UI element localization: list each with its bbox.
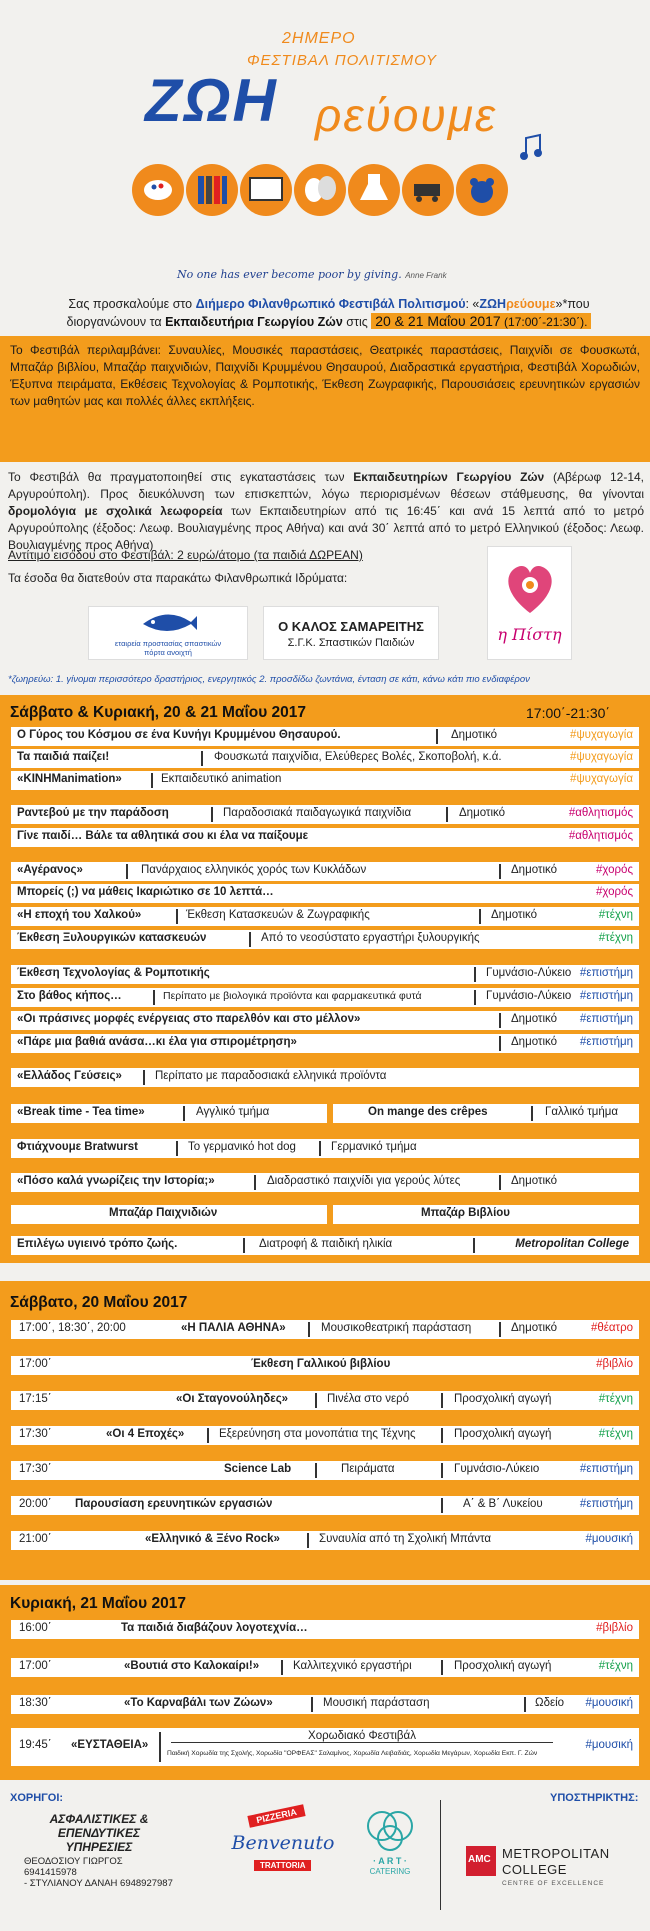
event-tag: #επιστήμη: [579, 990, 633, 1002]
event-audience: Δημοτικό: [511, 864, 558, 876]
event-tag: #ψυχαγωγία: [570, 729, 633, 741]
sponsor-insurance: [24, 1812, 174, 1889]
intro-text: : «: [465, 297, 480, 311]
sponsor-art-name: · A R T ·: [373, 1856, 407, 1866]
event-audience: Δημοτικό: [459, 807, 506, 819]
event-row: [11, 805, 639, 824]
venue-text: Το Φεστιβάλ θα πραγματοποιηθεί στις εγκαταστάσεις των: [8, 470, 354, 484]
date-box: [371, 313, 591, 329]
quote-author: Anne Frank: [405, 271, 447, 280]
event-title: «Βουτιά στο Καλοκαίρι!»: [124, 1660, 260, 1672]
event-title: «Αγέρανος»: [17, 864, 83, 876]
event-row: [11, 1658, 639, 1677]
event-desc: Από το νεοσύστατο εργαστήρι ξυλουργικής: [261, 932, 480, 944]
event-tag: #τέχνη: [598, 909, 633, 921]
event-row: [333, 1104, 639, 1123]
event-row: [11, 1034, 639, 1053]
sponsors-label: ΧΟΡΗΓΟΙ:: [10, 1792, 64, 1804]
charity-3-name: η Πίστη: [497, 625, 562, 644]
metropolitan-name: METROPOLITAN: [502, 1846, 610, 1861]
fish-logo-icon: [139, 610, 199, 636]
event-tag: #επιστήμη: [579, 1463, 633, 1475]
event-tag: #βιβλίο: [596, 1622, 633, 1634]
event-desc: Γαλλικό τμήμα: [545, 1106, 619, 1118]
header-title-main: ΖΩΗ: [145, 67, 278, 134]
festival-icons-row: [130, 150, 530, 230]
event-title: «Break time - Tea time»: [17, 1106, 145, 1118]
event-title: Τα παιδιά παίζει!: [17, 751, 110, 763]
section-2-title: Σάββατο, 20 Μαΐου 2017: [10, 1294, 188, 1311]
event-row: [11, 771, 639, 790]
event-title: Ο Γύρος του Κόσμου σε ένα Κυνήγι Κρυμμένου Θησαυρού.: [17, 729, 341, 741]
event-tag: #θέατρο: [590, 1322, 633, 1334]
sponsor-benvenuto: [224, 1806, 342, 1876]
entry-fee: Αντίτιμο εισόδου στο Φεστιβάλ: 2 ευρώ/άτομο (τα παιδιά ΔΩΡΕΑΝ): [8, 548, 363, 562]
supporter-metropolitan: [466, 1838, 642, 1894]
books-icon: [186, 164, 238, 216]
event-tag: #χορός: [596, 864, 633, 876]
footnote: *ζωηρεύω: 1. γίνομαι περισσότερο δραστήριος, ενεργητικός 2. προσδίδω ζωντάνια, ένταση σε κάτι, κάνω κάτι πιο ενδιαφέρον: [8, 674, 530, 685]
event-title: «Πόσο καλά γνωρίζεις την Ιστορία;»: [17, 1175, 215, 1187]
section-1-title: Σάββατο & Κυριακή, 20 & 21 Μαΐου 2017: [10, 704, 307, 721]
charity-logo-pisti: [487, 546, 572, 660]
event-title: «Οι πράσινες μορφές ενέργειας στο παρελθόν και στο μέλλον»: [17, 1013, 361, 1025]
sponsor-benvenuto-top: PIZZERIA: [247, 1804, 305, 1828]
event-time: 16:00΄: [19, 1622, 52, 1634]
charity-2-sub: Σ.Γ.Κ. Σπαστικών Παιδιών: [287, 637, 415, 649]
sponsors-divider: [440, 1800, 441, 1910]
event-title: Παρουσίαση ερευνητικών εργασιών: [75, 1498, 273, 1510]
bear-icon: [456, 164, 508, 216]
event-audience: Γυμνάσιο-Λύκειο: [486, 967, 572, 979]
intro-text: Σας προσκαλούμε στο: [68, 297, 196, 311]
sponsor-insurance-line-1: ΑΣΦΑΛΙΣΤΙΚΕΣ &: [49, 1812, 149, 1826]
intro-paragraph: [44, 296, 614, 331]
charity-logo-porta-anoixti: [88, 606, 248, 660]
event-title: Μπαζάρ Παιχνιδιών: [109, 1207, 218, 1219]
event-desc: Χορωδιακό Φεστιβάλ: [171, 1730, 553, 1743]
event-audience: Δημοτικό: [491, 909, 538, 921]
event-title: «Η ΠΑΛΙΑ ΑΘΗΝΑ»: [181, 1322, 286, 1334]
event-audience: Προσχολική αγωγή: [454, 1660, 552, 1672]
screen-icon: [240, 164, 292, 216]
sponsor-benvenuto-bottom: TRATTORIA: [254, 1860, 311, 1871]
header-subtitle-1: 2ΗΜΕΡΟ: [282, 30, 356, 47]
event-title: Μπαζάρ Βιβλίου: [421, 1207, 510, 1219]
event-desc: Συναυλία από τη Σχολική Μπάντα: [319, 1533, 491, 1545]
event-row: [11, 1695, 639, 1714]
event-desc: Διατροφή & παιδική ηλικία: [259, 1238, 393, 1250]
event-row: [11, 930, 639, 949]
event-audience: Δημοτικό: [511, 1036, 558, 1048]
header: [0, 0, 650, 300]
event-title: «Η εποχή του Χαλκού»: [17, 909, 142, 921]
venue-text: (Αβέρωφ 12-14, Αργυρούπολη). Προς διευκόλυνση των επισκεπτών, λόγω περιορισμένων θέσεων στάθμευσης, θα γίνονται: [8, 470, 645, 501]
event-tag: #επιστήμη: [579, 1498, 633, 1510]
event-row: [11, 1320, 639, 1339]
event-row: [11, 1139, 639, 1158]
event-row: [11, 1620, 639, 1639]
event-desc: Αγγλικό τμήμα: [196, 1106, 270, 1118]
event-row: [11, 965, 639, 984]
event-row: [11, 1068, 639, 1087]
event-audience: Δημοτικό: [451, 729, 498, 741]
event-time: 17:00΄: [19, 1358, 52, 1370]
event-time: 19:45΄: [19, 1739, 52, 1751]
event-tag: #βιβλίο: [596, 1358, 633, 1370]
event-tag: #αθλητισμός: [568, 830, 633, 842]
event-desc: Πειράματα: [341, 1463, 395, 1475]
event-desc: Πινέλα στο νερό: [327, 1393, 410, 1405]
event-title: Έκθεση Ξυλουργικών κατασκευών: [17, 932, 207, 944]
event-row: [11, 1426, 639, 1445]
section-sunday: [0, 1585, 650, 1780]
header-title-script: ρεύουμε: [315, 89, 498, 141]
sponsor-art-sub: CATERING: [369, 1867, 411, 1876]
event-tag: #μουσική: [585, 1697, 633, 1709]
event-title: «KINHManimation»: [17, 773, 122, 785]
event-desc: Έκθεση Κατασκευών & Ζωγραφικής: [186, 909, 370, 921]
event-tag: #επιστήμη: [579, 1013, 633, 1025]
festival-contents: Το Φεστιβάλ περιλαμβάνει: Συναυλίες, Μουσικές παραστάσεις, Θεατρικές παραστάσεις, Παιχνίδι σε Φουσκωτά, Μπαζάρ βιβλίου, Μπαζάρ παιχνιδιών, Παιχνίδι Κρυμμένου Θησαυρού, Διαδραστικά εργαστήρια, Φεστιβάλ Χορωδιών, Έξυπνα πειράματα, Εκθέσεις Τεχνολογίας & Ρομποτικής, Έκθεση Ζωγραφικής, Παρουσιάσεις ερευνητικών εργασιών των μαθητών μας και πολλές άλλες εκπλήξεις.: [0, 336, 650, 462]
event-audience: Ωδείο: [535, 1697, 565, 1709]
section-1-time: 17:00΄-21:30΄: [526, 705, 611, 721]
heart-person-icon: [502, 555, 558, 617]
charity-logo-kalos-samareitis: [263, 606, 439, 660]
charity-1-sub: πόρτα ανοιχτή: [144, 648, 192, 657]
event-tag: #επιστήμη: [579, 967, 633, 979]
sponsor-insurance-line-2: ΕΠΕΝΔΥΤΙΚΕΣ ΥΠΗΡΕΣΙΕΣ: [57, 1826, 141, 1854]
supporter-label: ΥΠΟΣΤΗΡΙΚΤΗΣ:: [550, 1792, 639, 1804]
event-audience: Δημοτικό: [511, 1175, 558, 1187]
event-row: [11, 1173, 639, 1192]
event-desc: Παραδοσιακά παιδαγωγικά παιχνίδια: [223, 807, 412, 819]
event-tag: #ψυχαγωγία: [570, 773, 633, 785]
event-row: [11, 1461, 639, 1480]
event-row: [11, 749, 639, 768]
event-choirs: Παιδική Χορωδία της Σχολής, Χορωδία "ΟΡΦΕΑΣ" Σαλαμίνος, Χορωδία Λειβαδιάς, Χορωδία Μεγάρων, Χορωδία Εκπ. Γ. Ζών: [167, 1750, 538, 1757]
intro-reyoume: ρεύουμε: [506, 297, 556, 311]
venue-text: των Εκπαιδευτηρίων από τις 16:45΄ και ανά 15 λεπτά από το μετρό Αργυρούπολης (έξοδος: Λεωφ. Βουλιαγμένης προς Αθήνα) και ανά 30΄ λεπτά από το μετρό Ελληνικού (έξοδος: Λεωφ. Βουλιαγμένης προς Αθήνα): [8, 504, 644, 552]
event-title: «ΕΥΣΤΑΘΕΙΑ»: [71, 1739, 149, 1751]
event-row: [333, 1205, 639, 1224]
event-tag: #μουσική: [585, 1533, 633, 1545]
event-row: [11, 907, 639, 926]
event-row: [11, 1011, 639, 1030]
event-desc: Μουσικοθεατρική παράσταση: [321, 1322, 472, 1334]
event-desc: Εκπαιδευτικό animation: [161, 773, 282, 785]
event-row: [11, 1531, 639, 1550]
event-time: 20:00΄: [19, 1498, 52, 1510]
charity-2-name: Ο ΚΑΛΟΣ ΣΑΜΑΡΕΙΤΗΣ: [278, 619, 424, 634]
event-row: [11, 1496, 639, 1515]
event-desc: Πανάρχαιος ελληνικός χορός των Κυκλάδων: [141, 864, 367, 876]
event-audience: Α΄ & Β΄ Λυκείου: [463, 1498, 543, 1510]
quote-text: No one has ever become poor by giving.: [177, 268, 402, 281]
event-tag: #επιστήμη: [579, 1036, 633, 1048]
palette-icon: [132, 164, 184, 216]
event-desc: Εξερεύνηση στα μονοπάτια της Τέχνης: [219, 1428, 416, 1440]
event-row: [11, 988, 639, 1007]
event-title: Μπορείς (;) να μάθεις Ικαριώτικο σε 10 λεπτά…: [17, 886, 274, 898]
event-desc: Διαδραστικό παιχνίδι για γερούς λύτες: [267, 1175, 461, 1187]
date: 20 & 21 Μαΐου 2017: [375, 313, 501, 329]
art-catering-logo-icon: [364, 1808, 416, 1854]
theatre-masks-icon: [294, 164, 346, 216]
event-title: Γίνε παιδί… Βάλε τα αθλητικά σου κι έλα να παίξουμε: [17, 830, 309, 842]
event-tag: #μουσική: [585, 1739, 633, 1751]
time: (17:00΄-21:30΄).: [500, 315, 588, 329]
venue-bus: δρομολόγια με σχολικά λεωφορεία: [8, 504, 223, 518]
event-audience: Γυμνάσιο-Λύκειο: [486, 990, 572, 1002]
event-row: [11, 1205, 327, 1224]
event-row: [11, 727, 639, 746]
sponsor-insurance-contact-1: ΘΕΟΔΟΣΙΟΥ ΓΙΩΡΓΟΣ 6941415978: [24, 1856, 123, 1878]
section-both-days: [0, 695, 650, 1263]
college-name: COLLEGE: [502, 1862, 567, 1877]
intro-text: »*που διοργανώνουν τα: [66, 297, 590, 329]
venue-school: Εκπαιδευτηρίων Γεωργίου Ζών: [353, 470, 545, 484]
event-title: «Ελληνικό & Ξένο Rock»: [145, 1533, 280, 1545]
event-tag: #ψυχαγωγία: [570, 751, 633, 763]
event-row: [11, 1236, 639, 1255]
event-title: «Πάρε μια βαθιά ανάσα…κι έλα για σπιρομέτρηση»: [17, 1036, 297, 1048]
section-3-title: Κυριακή, 21 Μαΐου 2017: [10, 1595, 186, 1612]
event-row: [11, 1391, 639, 1410]
event-title: Ραντεβού με την παράδοση: [17, 807, 169, 819]
event-time: 21:00΄: [19, 1533, 52, 1545]
event-audience: Γερμανικό τμήμα: [331, 1141, 417, 1153]
event-tag: #χορός: [596, 886, 633, 898]
event-row: [11, 828, 639, 847]
event-time: 18:30΄: [19, 1697, 52, 1709]
amc-mark: AMC: [468, 1854, 491, 1865]
event-row: [11, 862, 639, 881]
event-audience: Δημοτικό: [511, 1322, 558, 1334]
event-time: 17:30΄: [19, 1428, 52, 1440]
event-title: Τα παιδιά διαβάζουν λογοτεχνία…: [121, 1622, 308, 1634]
event-desc: Μουσική παράσταση: [323, 1697, 430, 1709]
event-desc: Καλλιτεχνικό εργαστήρι: [293, 1660, 412, 1672]
event-title: «Το Καρναβάλι των Ζώων»: [124, 1697, 273, 1709]
event-time: 17:30΄: [19, 1463, 52, 1475]
train-icon: [402, 164, 454, 216]
intro-zoi: ΖΩΗ: [479, 297, 507, 311]
sponsors: [0, 1788, 650, 1931]
event-tag: #τέχνη: [598, 1393, 633, 1405]
event-title: Στο βάθος κήπος…: [17, 990, 122, 1002]
intro-festival-name: Διήμερο Φιλανθρωπικό Φεστιβάλ Πολιτισμού: [195, 297, 466, 311]
event-desc: Περίπατο με παραδοσιακά ελληνικά προϊόντα: [155, 1070, 387, 1082]
metropolitan-tagline: CENTRE OF EXCELLENCE: [502, 1880, 605, 1887]
intro-text: στις: [342, 315, 372, 329]
event-tag: #αθλητισμός: [568, 807, 633, 819]
sponsor-art-catering: [352, 1808, 428, 1888]
event-row: [11, 884, 639, 903]
flask-icon: [348, 164, 400, 216]
event-row: [11, 1356, 639, 1375]
event-audience: Δημοτικό: [511, 1013, 558, 1025]
event-audience: Γυμνάσιο-Λύκειο: [454, 1463, 540, 1475]
charity-logos: [0, 588, 650, 673]
venue-paragraph: [8, 469, 644, 554]
event-title: Έκθεση Τεχνολογίας & Ρομποτικής: [17, 967, 210, 979]
event-audience: Προσχολική αγωγή: [454, 1428, 552, 1440]
event-title: «Ελλάδος Γεύσεις»: [17, 1070, 122, 1082]
event-time: 17:15΄: [19, 1393, 52, 1405]
event-tag: #τέχνη: [598, 1428, 633, 1440]
event-title: Science Lab: [224, 1463, 292, 1475]
event-title: «Οι 4 Εποχές»: [106, 1428, 185, 1440]
charity-1-name: εταιρεία προστασίας σπαστικών: [114, 639, 222, 648]
event-time: 17:00΄: [19, 1660, 52, 1672]
event-title: «Οι Σταγονούληδες»: [176, 1393, 289, 1405]
event-title: On mange des crêpes: [368, 1106, 488, 1118]
event-tag: #τέχνη: [598, 932, 633, 944]
event-title: Φτιάχνουμε Bratwurst: [17, 1141, 138, 1153]
event-time: 17:00΄, 18:30΄, 20:00: [19, 1322, 126, 1334]
event-desc: Περίπατο με βιολογικά προϊόντα και φαρμακευτικά φυτά: [163, 990, 422, 1002]
event-desc: Το γερμανικό hot dog: [188, 1141, 296, 1153]
event-row: [11, 1104, 327, 1123]
event-title: Έκθεση Γαλλικού βιβλίου: [251, 1358, 391, 1370]
header-subtitle-2: ΦΕΣΤΙΒΑΛ ΠΟΛΙΤΙΣΜΟΥ: [247, 52, 438, 69]
event-title: Επιλέγω υγιεινό τρόπο ζωής.: [17, 1238, 178, 1250]
event-audience: Προσχολική αγωγή: [454, 1393, 552, 1405]
income-note: Τα έσοδα θα διατεθούν στα παρακάτω Φιλανθρωπικά Ιδρύματα:: [8, 571, 348, 585]
event-partner: Metropolitan College: [515, 1238, 629, 1250]
event-row: [11, 1728, 639, 1766]
intro-school: Εκπαιδευτήρια Γεωργίου Ζών: [165, 315, 343, 329]
sponsor-benvenuto-name: Benvenuto: [231, 1832, 335, 1854]
sponsor-insurance-contact-2: - ΣΤΥΛΙΑΝΟΥ ΔΑΝΑΗ 6948927987: [24, 1878, 173, 1889]
event-desc: Φουσκωτά παιχνίδια, Ελεύθερες Βολές, Σκοποβολή, κ.ά.: [214, 751, 502, 763]
event-tag: #τέχνη: [598, 1660, 633, 1672]
quote: [177, 268, 447, 281]
section-saturday: [0, 1281, 650, 1580]
